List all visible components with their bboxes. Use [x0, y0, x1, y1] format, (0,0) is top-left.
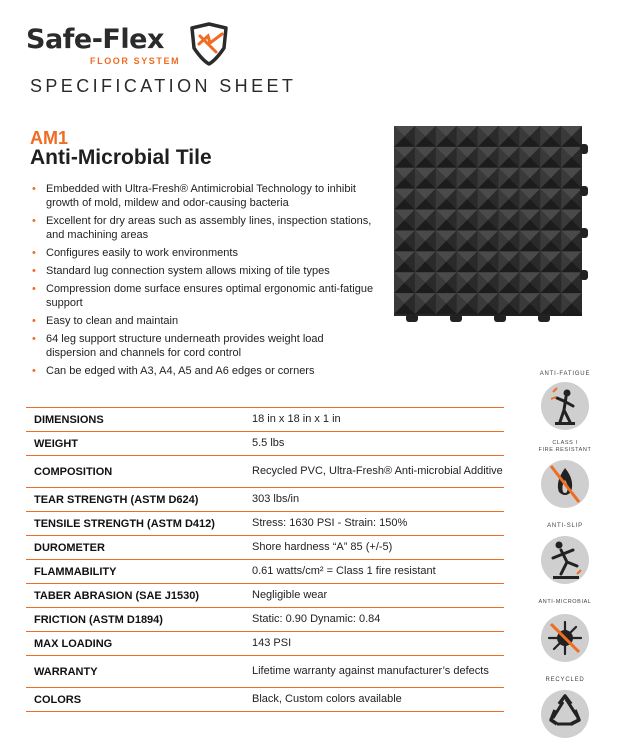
spec-table — [26, 407, 504, 712]
spec-label: TABER ABRASION (SAE J1530) — [26, 584, 244, 608]
tile-product-image — [392, 124, 592, 327]
spec-label: WARRANTY — [26, 656, 244, 688]
svg-text:ANTI-SLIP: ANTI-SLIP — [547, 523, 583, 529]
brand-subtitle: FLOOR SYSTEM — [90, 56, 181, 66]
spec-value: Shore hardness “A” 85 (+/-5) — [244, 536, 504, 560]
table-row — [26, 536, 504, 560]
anti-slip-icon — [533, 520, 597, 596]
anti-microbial-icon — [533, 594, 597, 674]
spec-value: Black, Custom colors available — [244, 688, 504, 712]
spec-label: DUROMETER — [26, 536, 244, 560]
svg-text:ANTI-MICROBIAL: ANTI-MICROBIAL — [538, 599, 592, 605]
spec-label: COLORS — [26, 688, 244, 712]
recycled-icon — [533, 672, 597, 748]
list-item: • Configures easily to work environments — [32, 247, 238, 259]
spec-label: FLAMMABILITY — [26, 560, 244, 584]
list-item: • Embedded with Ultra-Fresh® Antimicrobial Technology to inhibit growth of mold, mildew and odor-causing bacteria — [32, 183, 356, 209]
anti-microbial-badge — [533, 594, 597, 670]
spec-value: Stress: 1630 PSI - Strain: 150% — [244, 512, 504, 536]
spec-value: 143 PSI — [244, 632, 504, 656]
spec-value: 18 in x 18 in x 1 in — [244, 408, 504, 432]
feature-list — [30, 182, 375, 382]
table-row — [26, 408, 504, 432]
list-item: • Standard lug connection system allows mixing of tile types — [32, 265, 330, 277]
fire-resistant-icon — [533, 438, 597, 518]
table-row — [26, 512, 504, 536]
spec-value: Static: 0.90 Dynamic: 0.84 — [244, 608, 504, 632]
list-item: • Compression dome surface ensures optimal ergonomic anti-fatigue support — [32, 283, 374, 309]
svg-text:FIRE RESISTANT: FIRE RESISTANT — [538, 447, 592, 453]
table-row — [26, 656, 504, 688]
table-row — [26, 560, 504, 584]
spec-label: FRICTION (ASTM D1894) — [26, 608, 244, 632]
brand-logo — [26, 18, 236, 70]
spec-label: TEAR STRENGTH (ASTM D624) — [26, 488, 244, 512]
spec-label: MAX LOADING — [26, 632, 244, 656]
list-item: • Can be edged with A3, A4, A5 and A6 edges or corners — [32, 365, 315, 377]
product-name: Anti-Microbial Tile — [30, 146, 212, 169]
spec-value: 303 lbs/in — [244, 488, 504, 512]
table-row — [26, 584, 504, 608]
fire-resistant-badge — [533, 438, 597, 514]
brand-name: Safe-Flex — [26, 24, 164, 55]
sheet-title: SPECIFICATION SHEET — [30, 76, 297, 96]
anti-slip-badge — [533, 520, 597, 596]
table-row — [26, 456, 504, 488]
table-row — [26, 632, 504, 656]
spec-label: DIMENSIONS — [26, 408, 244, 432]
anti-fatigue-icon — [533, 366, 597, 442]
spec-label: WEIGHT — [26, 432, 244, 456]
spec-label: TENSILE STRENGTH (ASTM D412) — [26, 512, 244, 536]
spec-value: 5.5 lbs — [244, 432, 504, 456]
spec-value: Negligible wear — [244, 584, 504, 608]
spec-value: Recycled PVC, Ultra-Fresh® Anti-microbial Additive — [244, 456, 504, 488]
list-item: • Easy to clean and maintain — [32, 315, 179, 327]
list-item: • 64 leg support structure underneath provides weight load dispersion and channels for cord control — [32, 333, 324, 359]
shield-logo-icon — [186, 22, 232, 66]
table-row — [26, 688, 504, 712]
spec-value: 0.61 watts/cm² = Class 1 fire resistant — [244, 560, 504, 584]
recycled-badge — [533, 672, 597, 748]
list-item: • Excellent for dry areas such as assembly lines, inspection stations, and machining areas — [32, 215, 372, 241]
table-row — [26, 432, 504, 456]
spec-label: COMPOSITION — [26, 456, 244, 488]
svg-text:CLASS I: CLASS I — [552, 440, 578, 446]
product-code: AM1 — [30, 128, 69, 148]
svg-text:ANTI-FATIGUE: ANTI-FATIGUE — [539, 371, 591, 377]
spec-value: Lifetime warranty against manufacturer’s defects — [244, 656, 504, 688]
table-row — [26, 608, 504, 632]
svg-text:RECYCLED: RECYCLED — [545, 677, 585, 683]
table-row — [26, 488, 504, 512]
anti-fatigue-badge — [533, 366, 597, 442]
